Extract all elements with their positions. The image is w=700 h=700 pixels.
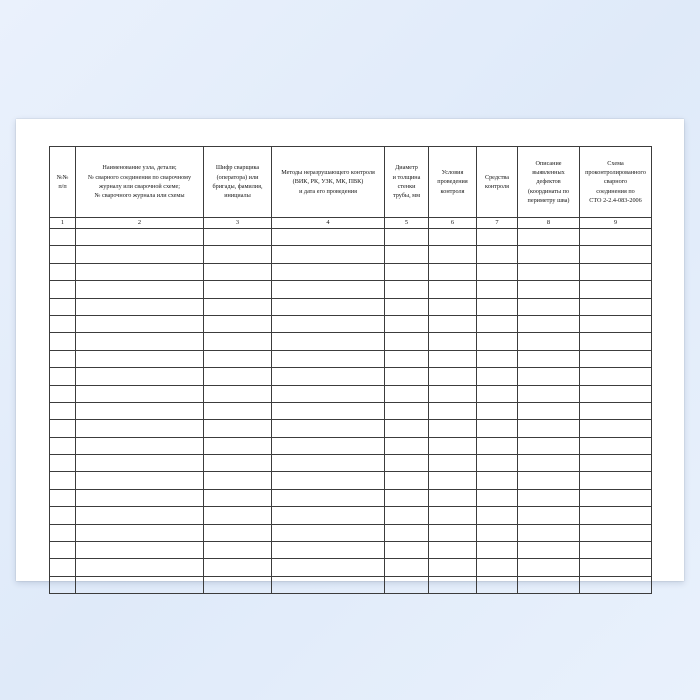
table-cell[interactable] xyxy=(204,281,272,298)
header-cell-9 xyxy=(580,147,652,218)
table-body xyxy=(50,229,652,594)
table-cell[interactable] xyxy=(76,455,204,472)
table-cell[interactable] xyxy=(477,576,518,593)
header-line: контроля xyxy=(485,183,509,190)
table-cell[interactable] xyxy=(429,315,477,332)
header-cell-2 xyxy=(76,147,204,218)
header-line: № сварочного журнала или схемы xyxy=(94,192,185,200)
table-cell[interactable] xyxy=(385,472,429,489)
table-cell[interactable] xyxy=(76,333,204,350)
table-row xyxy=(50,246,652,263)
table-cell[interactable] xyxy=(477,263,518,280)
header-line: Шифр сварщика xyxy=(215,164,260,172)
header-line: Описание xyxy=(535,159,562,167)
table-cell[interactable] xyxy=(204,263,272,280)
table-cell[interactable] xyxy=(477,298,518,315)
paper-sheet xyxy=(16,119,684,581)
table-cell[interactable] xyxy=(385,437,429,454)
header-row xyxy=(50,147,652,218)
table-cell[interactable] xyxy=(429,385,477,402)
journal-table xyxy=(49,146,652,594)
table-cell[interactable] xyxy=(580,402,652,419)
table-row xyxy=(50,333,652,350)
header-line: сварного xyxy=(603,178,628,186)
table-cell[interactable] xyxy=(272,350,385,367)
table-cell[interactable] xyxy=(76,315,204,332)
table-cell[interactable] xyxy=(272,437,385,454)
table-cell[interactable] xyxy=(76,472,204,489)
table-cell[interactable] xyxy=(272,524,385,541)
table-cell[interactable] xyxy=(477,385,518,402)
table-cell[interactable] xyxy=(518,368,580,385)
header-line: стенки xyxy=(397,183,416,190)
table-cell[interactable] xyxy=(580,368,652,385)
table-cell[interactable] xyxy=(50,246,76,263)
table-cell[interactable] xyxy=(50,402,76,419)
table-cell[interactable] xyxy=(272,298,385,315)
table-row xyxy=(50,368,652,385)
table-cell[interactable] xyxy=(76,402,204,419)
header-line: Схема xyxy=(607,159,624,167)
header-line: соединения по xyxy=(596,187,635,195)
header-line: Диаметр xyxy=(395,164,418,172)
table-cell[interactable] xyxy=(580,507,652,524)
table-cell[interactable] xyxy=(272,385,385,402)
column-number-row xyxy=(50,218,652,229)
table-cell[interactable] xyxy=(580,385,652,402)
table-cell[interactable] xyxy=(477,437,518,454)
table-cell[interactable] xyxy=(50,350,76,367)
table-cell[interactable] xyxy=(50,489,76,506)
table-cell[interactable] xyxy=(429,420,477,437)
table-cell[interactable] xyxy=(50,437,76,454)
table-cell[interactable] xyxy=(204,559,272,576)
table-cell[interactable] xyxy=(429,576,477,593)
table-cell[interactable] xyxy=(76,559,204,576)
header-line: периметру шва) xyxy=(527,196,570,204)
table-cell[interactable] xyxy=(272,542,385,559)
table-cell[interactable] xyxy=(385,507,429,524)
table-cell[interactable] xyxy=(477,333,518,350)
column-number: 3 xyxy=(204,218,272,229)
table-cell[interactable] xyxy=(50,298,76,315)
table-cell[interactable] xyxy=(580,559,652,576)
table-cell[interactable] xyxy=(385,524,429,541)
table-cell[interactable] xyxy=(477,246,518,263)
table-cell[interactable] xyxy=(50,507,76,524)
table-cell[interactable] xyxy=(580,263,652,280)
table-cell[interactable] xyxy=(429,524,477,541)
table-cell[interactable] xyxy=(204,455,272,472)
table-cell[interactable] xyxy=(76,542,204,559)
header-line: п/п xyxy=(58,183,67,190)
table-cell[interactable] xyxy=(477,229,518,246)
table-row xyxy=(50,281,652,298)
table-cell[interactable] xyxy=(272,368,385,385)
table-cell[interactable] xyxy=(518,420,580,437)
table-cell[interactable] xyxy=(429,455,477,472)
table-cell[interactable] xyxy=(204,350,272,367)
table-cell[interactable] xyxy=(429,350,477,367)
table-cell[interactable] xyxy=(477,524,518,541)
table-cell[interactable] xyxy=(518,298,580,315)
table-cell[interactable] xyxy=(272,472,385,489)
table-cell[interactable] xyxy=(272,333,385,350)
header-line: журналу или сварочной схеме; xyxy=(98,183,181,190)
table-cell[interactable] xyxy=(385,333,429,350)
table-cell[interactable] xyxy=(76,507,204,524)
table-cell[interactable] xyxy=(580,542,652,559)
table-cell[interactable] xyxy=(518,489,580,506)
table-cell[interactable] xyxy=(204,246,272,263)
table-cell[interactable] xyxy=(76,437,204,454)
table-cell[interactable] xyxy=(518,333,580,350)
table-row xyxy=(50,420,652,437)
table-row xyxy=(50,437,652,454)
table-cell[interactable] xyxy=(50,420,76,437)
table-cell[interactable] xyxy=(580,524,652,541)
table-cell[interactable] xyxy=(518,437,580,454)
table-cell[interactable] xyxy=(385,402,429,419)
table-row xyxy=(50,298,652,315)
header-line: (оператора) или xyxy=(216,173,259,181)
table-row xyxy=(50,229,652,246)
header-cell-5 xyxy=(385,147,429,218)
table-cell[interactable] xyxy=(580,350,652,367)
table-cell[interactable] xyxy=(50,385,76,402)
header-cell-8 xyxy=(518,147,580,218)
table-cell[interactable] xyxy=(580,229,652,246)
table-cell[interactable] xyxy=(50,281,76,298)
table-cell[interactable] xyxy=(272,263,385,280)
table-cell[interactable] xyxy=(580,489,652,506)
table-cell[interactable] xyxy=(477,542,518,559)
table-cell[interactable] xyxy=(272,281,385,298)
table-cell[interactable] xyxy=(272,420,385,437)
table-cell[interactable] xyxy=(50,315,76,332)
table-cell[interactable] xyxy=(385,576,429,593)
table-cell[interactable] xyxy=(272,455,385,472)
column-number: 1 xyxy=(50,218,76,229)
table-cell[interactable] xyxy=(272,315,385,332)
column-number: 4 xyxy=(272,218,385,229)
table-row xyxy=(50,559,652,576)
table-cell[interactable] xyxy=(429,263,477,280)
table-cell[interactable] xyxy=(429,472,477,489)
table-cell[interactable] xyxy=(477,315,518,332)
table-cell[interactable] xyxy=(385,263,429,280)
table-cell[interactable] xyxy=(429,559,477,576)
table-cell[interactable] xyxy=(76,246,204,263)
table-cell[interactable] xyxy=(76,368,204,385)
table-cell[interactable] xyxy=(204,420,272,437)
table-cell[interactable] xyxy=(50,542,76,559)
table-cell[interactable] xyxy=(272,246,385,263)
table-row xyxy=(50,576,652,593)
table-cell[interactable] xyxy=(477,559,518,576)
table-row xyxy=(50,489,652,506)
table-cell[interactable] xyxy=(429,542,477,559)
table-cell[interactable] xyxy=(580,298,652,315)
header-line: и дата его проведения xyxy=(299,187,357,195)
table-cell[interactable] xyxy=(76,229,204,246)
table-cell[interactable] xyxy=(385,542,429,559)
column-number: 2 xyxy=(76,218,204,229)
header-line: Методы неразрушающего контроля xyxy=(281,169,375,177)
table-cell[interactable] xyxy=(204,229,272,246)
table-cell[interactable] xyxy=(580,420,652,437)
table-cell[interactable] xyxy=(429,229,477,246)
table-row xyxy=(50,350,652,367)
table-cell[interactable] xyxy=(272,489,385,506)
header-line: Средства xyxy=(484,173,510,181)
table-cell[interactable] xyxy=(580,576,652,593)
table-cell[interactable] xyxy=(518,507,580,524)
table-header xyxy=(50,147,652,229)
table-cell[interactable] xyxy=(429,246,477,263)
table-cell[interactable] xyxy=(518,246,580,263)
table-row xyxy=(50,472,652,489)
table-cell[interactable] xyxy=(385,246,429,263)
table-row xyxy=(50,542,652,559)
header-line: Наименование узла, детали; xyxy=(102,164,177,172)
table-cell[interactable] xyxy=(580,437,652,454)
table-cell[interactable] xyxy=(50,263,76,280)
table-cell[interactable] xyxy=(580,281,652,298)
table-cell[interactable] xyxy=(429,368,477,385)
table-cell[interactable] xyxy=(477,368,518,385)
table-area xyxy=(49,146,651,556)
table-cell[interactable] xyxy=(385,368,429,385)
table-cell[interactable] xyxy=(204,368,272,385)
table-cell[interactable] xyxy=(518,315,580,332)
table-cell[interactable] xyxy=(50,559,76,576)
table-row xyxy=(50,315,652,332)
table-row xyxy=(50,524,652,541)
table-cell[interactable] xyxy=(477,455,518,472)
table-cell[interactable] xyxy=(204,542,272,559)
table-cell[interactable] xyxy=(272,229,385,246)
column-number: 7 xyxy=(477,218,518,229)
column-number: 8 xyxy=(518,218,580,229)
header-cell-4 xyxy=(272,147,385,218)
table-cell[interactable] xyxy=(518,524,580,541)
table-row xyxy=(50,402,652,419)
table-cell[interactable] xyxy=(518,455,580,472)
table-cell[interactable] xyxy=(477,281,518,298)
header-line: дефектов xyxy=(536,178,561,186)
table-cell[interactable] xyxy=(204,333,272,350)
table-cell[interactable] xyxy=(580,315,652,332)
header-cell-1 xyxy=(50,147,76,218)
table-cell[interactable] xyxy=(204,524,272,541)
table-cell[interactable] xyxy=(518,576,580,593)
table-cell[interactable] xyxy=(518,542,580,559)
table-cell[interactable] xyxy=(76,281,204,298)
table-cell[interactable] xyxy=(50,472,76,489)
table-cell[interactable] xyxy=(385,420,429,437)
table-cell[interactable] xyxy=(518,385,580,402)
table-cell[interactable] xyxy=(50,524,76,541)
header-line: Условия xyxy=(441,169,464,177)
table-cell[interactable] xyxy=(272,559,385,576)
table-cell[interactable] xyxy=(385,281,429,298)
table-row xyxy=(50,507,652,524)
header-line: выявленных xyxy=(532,169,565,177)
column-number: 9 xyxy=(580,218,652,229)
table-cell[interactable] xyxy=(50,368,76,385)
table-cell[interactable] xyxy=(580,246,652,263)
table-cell[interactable] xyxy=(385,385,429,402)
table-cell[interactable] xyxy=(477,420,518,437)
header-cell-3 xyxy=(204,147,272,218)
table-cell[interactable] xyxy=(204,298,272,315)
table-cell[interactable] xyxy=(50,576,76,593)
header-line: СТО 2-2.4-083-2006 xyxy=(589,196,642,204)
table-cell[interactable] xyxy=(429,333,477,350)
table-cell[interactable] xyxy=(76,298,204,315)
header-line: (ВИК, РК, УЗК, МК, ПВК) xyxy=(292,178,364,186)
table-cell[interactable] xyxy=(429,281,477,298)
table-cell[interactable] xyxy=(429,507,477,524)
table-cell[interactable] xyxy=(429,437,477,454)
table-cell[interactable] xyxy=(204,576,272,593)
table-cell[interactable] xyxy=(50,455,76,472)
table-cell[interactable] xyxy=(76,385,204,402)
header-cell-7 xyxy=(477,147,518,218)
table-cell[interactable] xyxy=(272,576,385,593)
table-cell[interactable] xyxy=(50,229,76,246)
table-cell[interactable] xyxy=(204,315,272,332)
table-cell[interactable] xyxy=(518,263,580,280)
table-cell[interactable] xyxy=(518,229,580,246)
table-cell[interactable] xyxy=(518,350,580,367)
table-cell[interactable] xyxy=(429,489,477,506)
table-cell[interactable] xyxy=(518,472,580,489)
table-cell[interactable] xyxy=(50,333,76,350)
header-line: трубы, мм xyxy=(392,192,421,200)
table-cell[interactable] xyxy=(580,472,652,489)
table-cell[interactable] xyxy=(477,489,518,506)
header-cell-6 xyxy=(429,147,477,218)
column-number: 6 xyxy=(429,218,477,229)
table-cell[interactable] xyxy=(76,524,204,541)
table-cell[interactable] xyxy=(518,402,580,419)
table-cell[interactable] xyxy=(477,402,518,419)
header-line: проведения xyxy=(437,178,468,186)
header-line: №№ xyxy=(56,173,69,181)
table-cell[interactable] xyxy=(76,263,204,280)
column-number: 5 xyxy=(385,218,429,229)
table-row xyxy=(50,263,652,280)
table-cell[interactable] xyxy=(429,402,477,419)
table-cell[interactable] xyxy=(76,420,204,437)
table-cell[interactable] xyxy=(76,350,204,367)
table-cell[interactable] xyxy=(76,489,204,506)
table-cell[interactable] xyxy=(518,559,580,576)
table-cell[interactable] xyxy=(204,489,272,506)
header-line: контроля xyxy=(440,187,465,195)
table-cell[interactable] xyxy=(204,507,272,524)
table-cell[interactable] xyxy=(385,489,429,506)
table-cell[interactable] xyxy=(477,472,518,489)
table-cell[interactable] xyxy=(518,281,580,298)
table-cell[interactable] xyxy=(272,402,385,419)
header-line: и толщина xyxy=(392,173,421,181)
table-cell[interactable] xyxy=(76,576,204,593)
table-cell[interactable] xyxy=(385,455,429,472)
table-cell[interactable] xyxy=(204,385,272,402)
table-row xyxy=(50,455,652,472)
table-cell[interactable] xyxy=(477,507,518,524)
table-row xyxy=(50,385,652,402)
table-cell[interactable] xyxy=(385,298,429,315)
table-cell[interactable] xyxy=(477,350,518,367)
table-cell[interactable] xyxy=(204,402,272,419)
table-cell[interactable] xyxy=(385,315,429,332)
table-cell[interactable] xyxy=(385,350,429,367)
table-cell[interactable] xyxy=(385,559,429,576)
header-line: проконтролированного xyxy=(585,169,646,177)
table-cell[interactable] xyxy=(580,333,652,350)
header-line: (координаты по xyxy=(527,187,570,195)
header-line: № сварного соединения по сварочному xyxy=(87,173,192,181)
header-line: бригады, фамилия, xyxy=(212,183,263,190)
table-cell[interactable] xyxy=(429,298,477,315)
table-cell[interactable] xyxy=(580,455,652,472)
header-line: инициалы xyxy=(224,192,251,200)
table-cell[interactable] xyxy=(272,507,385,524)
table-cell[interactable] xyxy=(385,229,429,246)
table-cell[interactable] xyxy=(204,472,272,489)
table-cell[interactable] xyxy=(204,437,272,454)
